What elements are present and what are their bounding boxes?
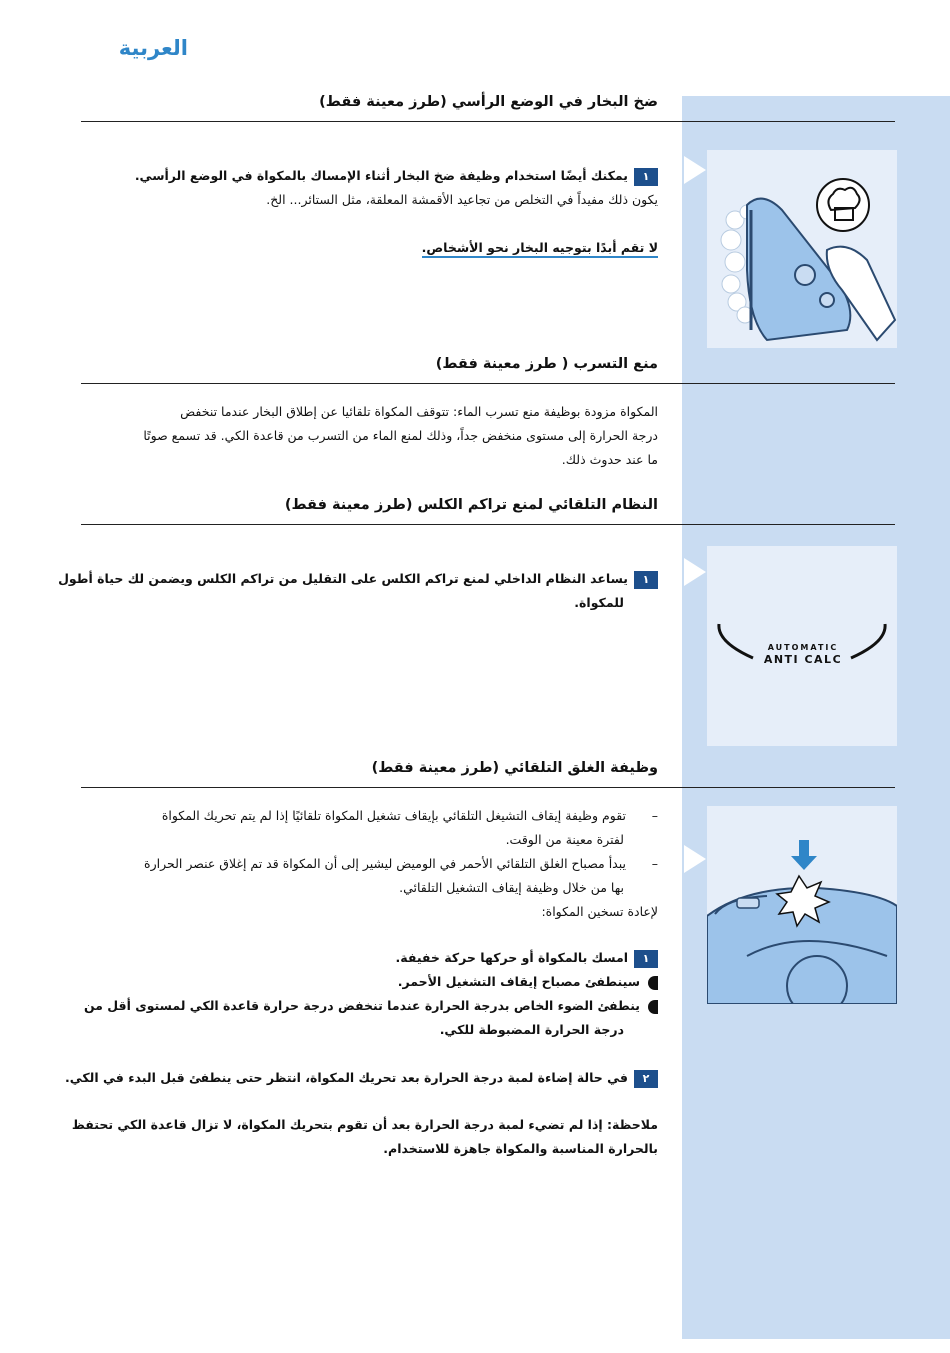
step1-text: امسك بالمكواة أو حركها حركة خفيفة. bbox=[395, 950, 628, 965]
iron-vertical-steam-icon bbox=[707, 150, 897, 348]
auto-off-step1 bbox=[84, 946, 658, 1042]
section-divider bbox=[81, 121, 895, 122]
vertical-steam-illustration bbox=[707, 150, 897, 348]
section-divider bbox=[81, 383, 895, 384]
anti-calc-bottom-text: ANTI CALC bbox=[763, 653, 843, 666]
warning-text: لا تقم أبدًا بتوجيه البخار نحو الأشخاص. bbox=[422, 240, 658, 258]
step2-text: في حالة إضاءة لمبة درجة الحرارة بعد تحريك المكواة، انتظر حتى ينطفئ قبل البدء في الكي. bbox=[65, 1070, 628, 1085]
bullet1-text: تقوم وظيفة إيقاف التشيغل التلقائي بإيقاف تشغيل المكواة تلقائيًا إذا لم يتم تحريك المكواة bbox=[161, 808, 626, 823]
step1-text: يمكنك أيضًا استخدام وظيفة ضخ البخار أثناء الإمساك بالمكواة في الوضع الرأسي. bbox=[134, 168, 628, 183]
auto-off-step2 bbox=[65, 1066, 658, 1090]
heading-vertical-steam: ضخ البخار في الوضع الرأسي (طرز معينة فقط) bbox=[319, 94, 658, 110]
drip-stop-paragraph bbox=[143, 400, 658, 472]
bullet-dash: – bbox=[651, 808, 658, 823]
sub-bullet-1: سينطفئ مصباح إيقاف التشغيل الأحمر. bbox=[397, 974, 640, 989]
section-divider bbox=[81, 787, 895, 788]
step1-text-cont: يكون ذلك مفيداً في التخلص من تجاعيد الأقمشة المعلقة، مثل الستائر... الخ. bbox=[266, 192, 658, 207]
step1-text: يساعد النظام الداخلي لمنع تراكم الكلس على التقليل من تراكم الكلس ويضمن لك حياة أطول bbox=[58, 571, 628, 586]
bullet-dot-icon bbox=[648, 1000, 658, 1014]
anti-calc-illustration bbox=[707, 546, 897, 746]
step-number-badge: ١ bbox=[634, 168, 658, 186]
drip-line-3: ما عند حدوث ذلك. bbox=[561, 452, 658, 467]
bullet-dot-icon bbox=[648, 976, 658, 990]
auto-off-bullets bbox=[144, 804, 658, 924]
step-number-badge: ٢ bbox=[634, 1070, 658, 1088]
anti-calc-logo-icon bbox=[707, 546, 897, 746]
pointer-arrow bbox=[684, 156, 706, 184]
pointer-arrow bbox=[684, 845, 706, 873]
step1-text-cont: للمكواة. bbox=[574, 595, 624, 610]
sub-bullet-2-cont: درجة الحرارة المضبوطة للكي. bbox=[439, 1022, 624, 1037]
anti-calc-top-text: AUTOMATIC bbox=[767, 643, 839, 652]
auto-off-illustration bbox=[707, 806, 897, 1004]
drip-line-1: المكواة مزودة بوظيفة منع تسرب الماء: تتوقف المكواة تلقائيا عن إطلاق البخار عندما تنخفض bbox=[180, 404, 658, 419]
note-line-2: بالحرارة المناسبة والمكواة جاهزة للاستخدام. bbox=[383, 1141, 658, 1156]
bullet-dash: – bbox=[651, 856, 658, 871]
auto-off-note bbox=[72, 1113, 658, 1161]
note-line-1: ملاحظة: إذا لم تضيء لمبة درجة الحرارة بعد أن تقوم بتحريك المكواة، لا تزال قاعدة الكي تحتفظ bbox=[71, 1117, 658, 1132]
section-divider bbox=[81, 524, 895, 525]
sub-bullet-2: ينطفئ الضوء الخاص بدرجة الحرارة عندما تنخفض درجة حرارة قاعدة الكي لمستوى أقل من bbox=[83, 998, 640, 1013]
step-number-badge: ١ bbox=[634, 571, 658, 589]
drip-line-2: درجة الحرارة إلى مستوى منخفض جداً، وذلك لمنع الماء من التسرب من قاعدة الكي. قد تسمع صوتًا bbox=[143, 428, 658, 443]
reheat-label: لإعادة تسخين المكواة: bbox=[541, 904, 658, 919]
language-label: العربية bbox=[118, 36, 188, 60]
anti-calc-step1 bbox=[58, 567, 658, 615]
bullet2-text-cont: بها من خلال وظيفة إيقاف التشغيل التلقائي. bbox=[399, 880, 624, 895]
pointer-arrow bbox=[684, 558, 706, 586]
heading-drip-stop: منع التسرب ( طرز معينة فقط) bbox=[435, 356, 658, 372]
steam-warning bbox=[422, 236, 658, 260]
bullet2-text: يبدأ مصباح الغلق التلقائي الأحمر في الوميض ليشير إلى أن المكواة قد تم إغلاق عنصر الحرارة bbox=[144, 856, 626, 871]
vertical-steam-step1 bbox=[135, 164, 658, 212]
bullet1-text-cont: لفترة معينة من الوقت. bbox=[505, 832, 624, 847]
step-number-badge: ١ bbox=[634, 950, 658, 968]
heading-anti-calc: النظام التلقائي لمنع تراكم الكلس (طرز معينة فقط) bbox=[284, 497, 658, 513]
iron-auto-off-light-icon bbox=[707, 806, 897, 1004]
heading-auto-off: وظيفة الغلق التلقائي (طرز معينة فقط) bbox=[371, 760, 658, 776]
